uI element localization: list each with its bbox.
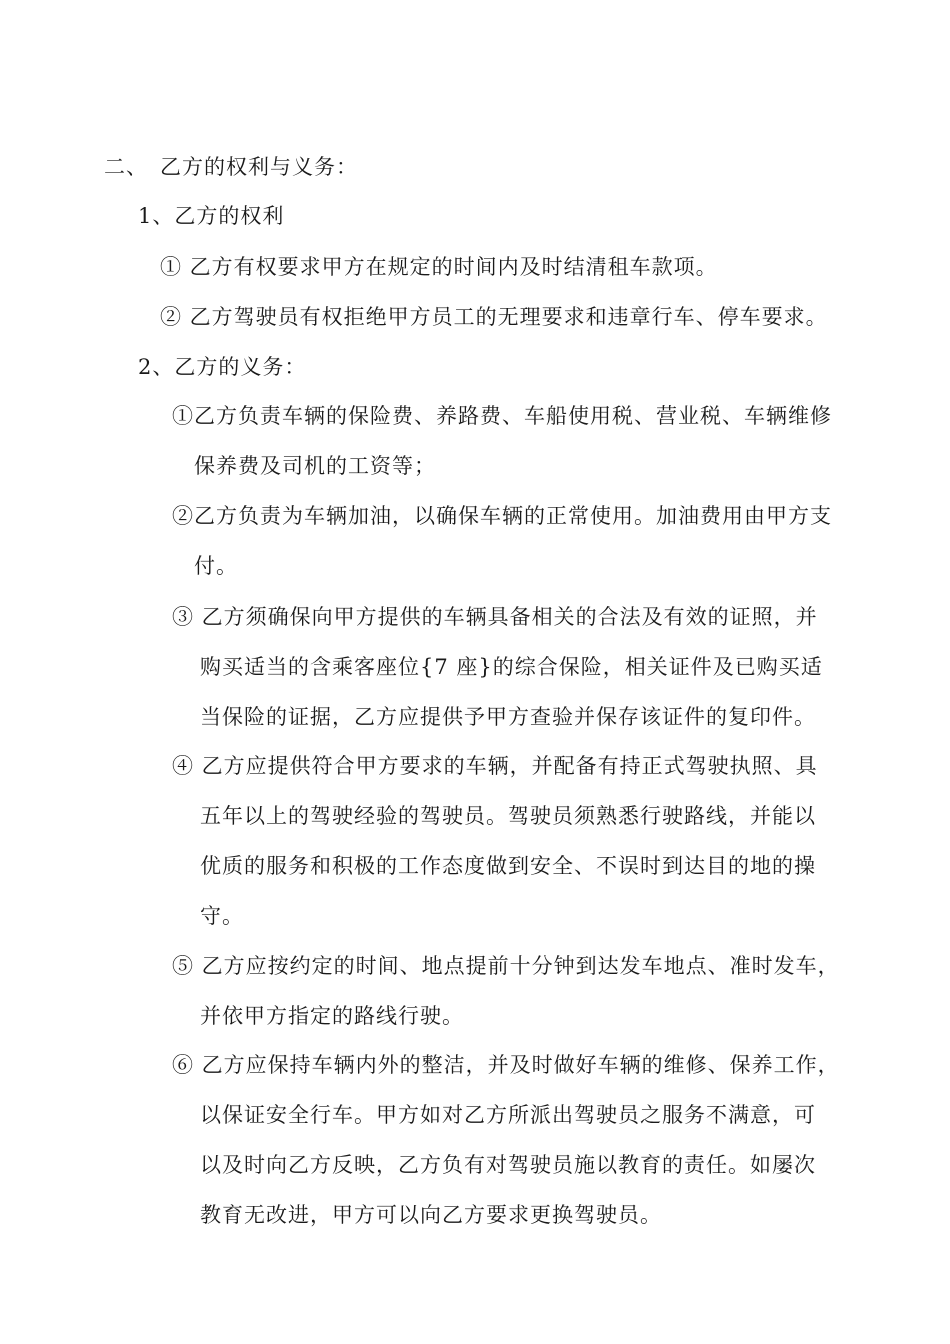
rights-item-1: ① 乙方有权要求甲方在规定的时间内及时结清租车款项。 bbox=[160, 255, 718, 279]
section-title: 乙方的权利与义务： bbox=[160, 155, 358, 179]
duty-item-2-line-2: 付。 bbox=[194, 554, 238, 578]
rights-item-2: ② 乙方驾驶员有权拒绝甲方员工的无理要求和违章行车、停车要求。 bbox=[160, 305, 828, 329]
duty-item-3-line-1: ③ 乙方须确保向甲方提供的车辆具备相关的合法及有效的证照，并 bbox=[172, 605, 818, 629]
duty-item-4-line-4: 守。 bbox=[200, 904, 244, 928]
duty-item-4-line-1: ④ 乙方应提供符合甲方要求的车辆，并配备有持正式驾驶执照、具 bbox=[172, 754, 818, 778]
rights-heading: 1、乙方的权利 bbox=[138, 204, 285, 228]
duty-item-1-line-2: 保养费及司机的工资等； bbox=[194, 454, 436, 478]
section-heading bbox=[104, 152, 358, 182]
duty-item-6-line-2: 以保证安全行车。甲方如对乙方所派出驾驶员之服务不满意，可 bbox=[200, 1103, 816, 1127]
duty-item-6-line-1: ⑥ 乙方应保持车辆内外的整洁，并及时做好车辆的维修、保养工作， bbox=[172, 1053, 840, 1077]
duty-item-6-line-3: 以及时向乙方反映，乙方负有对驾驶员施以教育的责任。如屡次 bbox=[200, 1153, 816, 1177]
duty-item-5-line-2: 并依甲方指定的路线行驶。 bbox=[200, 1004, 464, 1028]
duty-item-5-line-1: ⑤ 乙方应按约定的时间、地点提前十分钟到达发车地点、准时发车， bbox=[172, 954, 840, 978]
duty-item-2-line-1: ②乙方负责为车辆加油，以确保车辆的正常使用。加油费用由甲方支 bbox=[172, 504, 832, 528]
duties-heading: 2、乙方的义务： bbox=[138, 355, 307, 379]
duty-item-4-line-3: 优质的服务和积极的工作态度做到安全、不误时到达目的地的操 bbox=[200, 854, 816, 878]
duty-item-6-line-4: 教育无改进，甲方可以向乙方要求更换驾驶员。 bbox=[200, 1203, 662, 1227]
duty-item-3-line-2: 购买适当的含乘客座位{7 座}的综合保险，相关证件及已购买适 bbox=[200, 655, 823, 679]
section-number: 二、 bbox=[104, 155, 148, 179]
duty-item-1-line-1: ①乙方负责车辆的保险费、养路费、车船使用税、营业税、车辆维修 bbox=[172, 404, 832, 428]
duty-item-4-line-2: 五年以上的驾驶经验的驾驶员。驾驶员须熟悉行驶路线，并能以 bbox=[200, 804, 816, 828]
duty-item-3-line-3: 当保险的证据，乙方应提供予甲方查验并保存该证件的复印件。 bbox=[200, 705, 816, 729]
